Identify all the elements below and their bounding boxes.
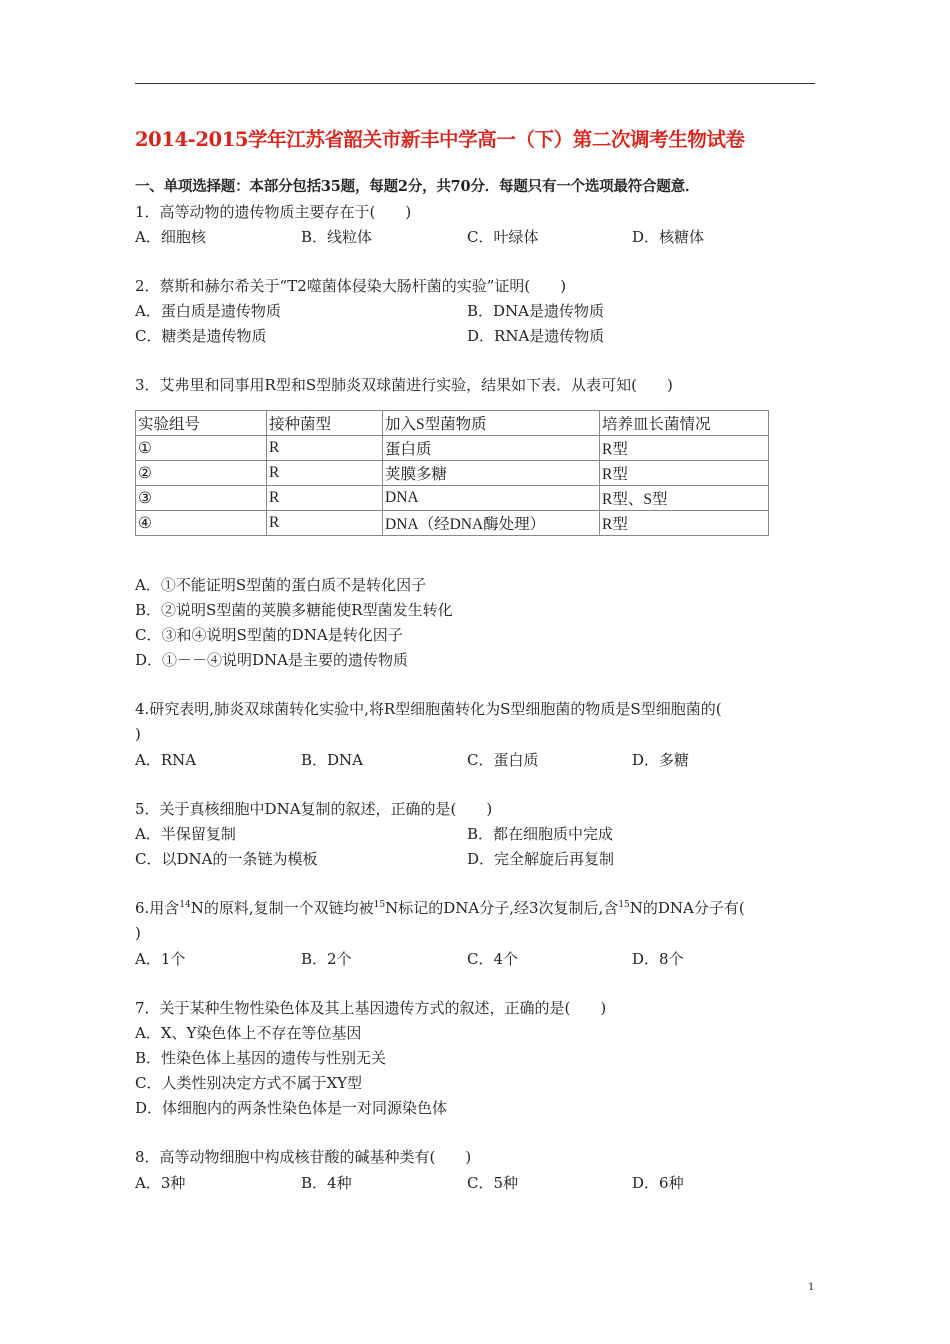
q2-option-c: C．糖类是遗传物质 <box>135 327 267 345</box>
question-4-stem: 4.研究表明,肺炎双球菌转化实验中,将R型细胞菌转化为S型细胞菌的物质是S型细胞菌的( <box>135 700 722 718</box>
q7-option-a: A．X、Y染色体上不存在等位基因 <box>135 1024 362 1042</box>
q3-option-a: A．①不能证明S型菌的蛋白质不是转化因子 <box>135 576 427 594</box>
q5-option-b: B．都在细胞质中完成 <box>467 825 614 843</box>
q8-option-a: A．3种 <box>135 1174 186 1192</box>
table-cell: R <box>267 486 383 511</box>
q8-option-c: C．5种 <box>467 1174 519 1192</box>
q6-option-b: B．2个 <box>301 950 352 968</box>
isotope-superscript: 14 <box>179 900 191 910</box>
table-cell: DNA（经DNA酶处理） <box>383 511 600 536</box>
q6-option-a: A．1个 <box>135 950 186 968</box>
table-cell: ③ <box>136 486 267 511</box>
page-title: 2014-2015学年江苏省韶关市新丰中学高一（下）第二次调考生物试卷 <box>135 128 745 151</box>
q7-option-d: D．体细胞内的两条性染色体是一对同源染色体 <box>135 1099 448 1117</box>
table-cell: R <box>267 436 383 461</box>
table-row <box>136 511 769 536</box>
q6-text: N的原料,复制一个双链均被 <box>190 899 374 917</box>
table-cell: R型 <box>600 436 769 461</box>
experiment-table <box>135 410 769 536</box>
q2-option-a: A．蛋白质是遗传物质 <box>135 302 281 320</box>
question-8-stem: 8．高等动物细胞中构成核苷酸的碱基种类有( ) <box>135 1148 472 1166</box>
table-header-row <box>136 411 769 436</box>
question-2-stem: 2．蔡斯和赫尔希关于“T2噬菌体侵染大肠杆菌的实验”证明( ) <box>135 277 567 295</box>
isotope-superscript: 15 <box>373 900 386 910</box>
q8-option-d: D．6种 <box>632 1174 684 1192</box>
table-cell: R型 <box>600 511 769 536</box>
table-cell: 蛋白质 <box>383 436 600 461</box>
table-cell: ① <box>136 436 267 461</box>
q4-option-a: A．RNA <box>135 751 197 769</box>
q4-option-b: B．DNA <box>301 751 364 769</box>
q5-option-d: D．完全解旋后再复制 <box>467 850 615 868</box>
section-heading: 一、单项选择题：本部分包括35题，每题2分，共70分．每题只有一个选项最符合题意． <box>135 178 700 195</box>
table-cell: R <box>267 511 383 536</box>
q6-option-c: C．4个 <box>467 950 519 968</box>
question-5-stem: 5．关于真核细胞中DNA复制的叙述，正确的是( ) <box>135 800 493 818</box>
q3-option-b: B．②说明S型菌的荚膜多糖能使R型菌发生转化 <box>135 601 453 619</box>
question-1-stem: 1．高等动物的遗传物质主要存在于( ) <box>135 203 412 221</box>
question-3-stem: 3．艾弗里和同事用R型和S型肺炎双球菌进行实验，结果如下表．从表可知( ) <box>135 376 673 394</box>
q5-option-a: A．半保留复制 <box>135 825 236 843</box>
question-6-stem <box>135 899 745 917</box>
header-rule <box>135 83 815 84</box>
table-header: 加入S型菌物质 <box>383 411 600 436</box>
q2-option-b: B．DNA是遗传物质 <box>467 302 605 320</box>
table-cell: R型、S型 <box>600 486 769 511</box>
question-6-stem-end: ) <box>135 924 141 942</box>
table-row <box>136 486 769 511</box>
page-number: 1 <box>808 1279 814 1293</box>
q7-option-c: C．人类性别决定方式不属于XY型 <box>135 1074 363 1092</box>
table-cell: ② <box>136 461 267 486</box>
table-row <box>136 461 769 486</box>
table-cell: 荚膜多糖 <box>383 461 600 486</box>
q4-option-d: D．多糖 <box>632 751 690 769</box>
table-header: 培养皿长菌情况 <box>600 411 769 436</box>
q2-option-d: D．RNA是遗传物质 <box>467 327 605 345</box>
q6-text: N的DNA分子有( <box>629 899 745 917</box>
q3-option-d: D．①－－④说明DNA是主要的遗传物质 <box>135 651 409 669</box>
table-cell: ④ <box>136 511 267 536</box>
q1-option-a: A．细胞核 <box>135 228 206 246</box>
table-cell: R型 <box>600 461 769 486</box>
q8-option-b: B．4种 <box>301 1174 352 1192</box>
question-7-stem: 7．关于某种生物性染色体及其上基因遗传方式的叙述，正确的是( ) <box>135 999 607 1017</box>
q1-option-c: C．叶绿体 <box>467 228 539 246</box>
q1-option-b: B．线粒体 <box>301 228 373 246</box>
q5-option-c: C．以DNA的一条链为模板 <box>135 850 318 868</box>
table-header: 接种菌型 <box>267 411 383 436</box>
isotope-superscript: 15 <box>618 900 630 910</box>
q3-option-c: C．③和④说明S型菌的DNA是转化因子 <box>135 626 403 644</box>
table-cell: R <box>267 461 383 486</box>
table-row <box>136 436 769 461</box>
table-cell: DNA <box>383 486 600 511</box>
q6-option-d: D．8个 <box>632 950 684 968</box>
question-4-stem-end: ) <box>135 725 141 743</box>
q7-option-b: B．性染色体上基因的遗传与性别无关 <box>135 1049 387 1067</box>
table-header: 实验组号 <box>136 411 267 436</box>
q6-text: N标记的DNA分子,经3次复制后,含 <box>385 899 619 917</box>
q4-option-c: C．蛋白质 <box>467 751 539 769</box>
q6-text: 6.用含 <box>135 899 180 917</box>
q1-option-d: D．核糖体 <box>632 228 705 246</box>
